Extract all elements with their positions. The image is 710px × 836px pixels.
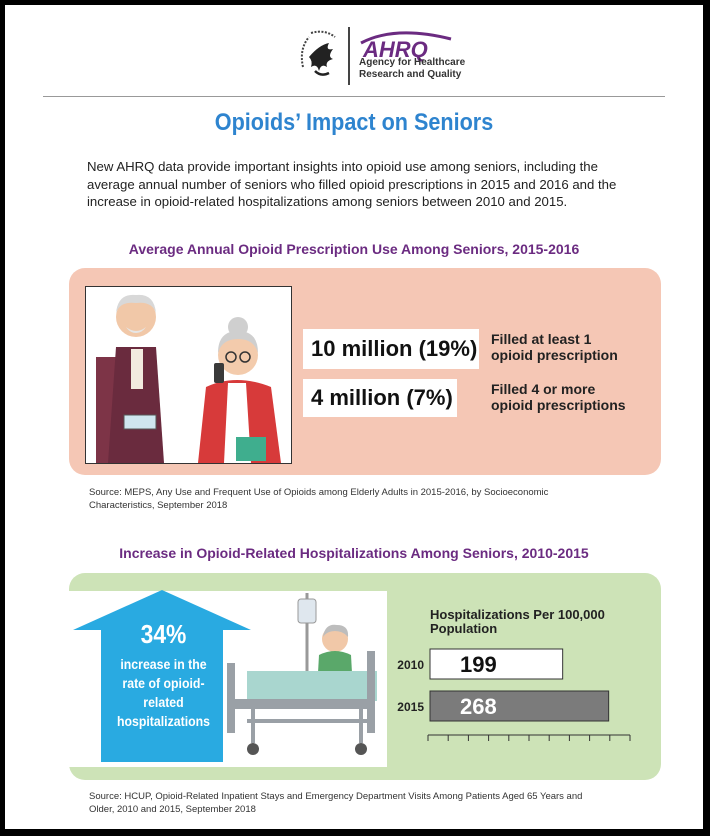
category-label-2015: 2015 bbox=[397, 700, 424, 714]
header-divider bbox=[43, 96, 665, 97]
infographic-page bbox=[5, 5, 703, 829]
stat-label-2: Filled 4 or more opioid prescriptions bbox=[491, 381, 626, 413]
intro-paragraph: New AHRQ data provide important insights into opioid use among seniors, including the average annual number of seniors who filled opioid prescriptions in 2015 and 2016 and the increase in opioid-related hospitalizations among seniors between 2010 and 2015. bbox=[87, 159, 617, 209]
hospitalizations-bar-chart bbox=[390, 605, 650, 765]
data-label-2010: 199 bbox=[460, 652, 497, 677]
category-label-2010: 2010 bbox=[397, 658, 424, 672]
stat-value-1: 10 million (19%) bbox=[303, 329, 479, 369]
increase-percent: 34% bbox=[140, 619, 187, 649]
data-label-2015: 268 bbox=[460, 694, 497, 719]
logo-divider bbox=[348, 27, 350, 85]
hhs-eagle-seal-icon bbox=[295, 27, 341, 83]
ahrq-logo-text: AHRQ bbox=[363, 37, 428, 62]
bar-2015 bbox=[430, 691, 609, 721]
senior-couple-illustration bbox=[85, 286, 292, 464]
stat-value-2: 4 million (7%) bbox=[303, 379, 457, 417]
section2-source: Source: HCUP, Opioid-Related Inpatient Stays and Emergency Department Visits Among Patients Aged 65 Years and Older, 2010 and 2015, September 2018 bbox=[89, 791, 583, 815]
section1-source: Source: MEPS, Any Use and Frequent Use of Opioids among Elderly Adults in 2015-2016, by Socioeconomic Characteristics, September 2018 bbox=[89, 487, 549, 511]
agency-name-line2: Research and Quality bbox=[359, 69, 462, 80]
section2-title: Increase in Opioid-Related Hospitalizations Among Seniors, 2010-2015 bbox=[119, 545, 589, 561]
agency-name-line1: Agency for Healthcare bbox=[359, 57, 466, 68]
section1-title: Average Annual Opioid Prescription Use Among Seniors, 2015-2016 bbox=[128, 241, 580, 257]
chart-title: Hospitalizations Per 100,000 Population bbox=[430, 607, 605, 636]
stat-label-1: Filled at least 1 opioid prescription bbox=[491, 331, 618, 363]
increase-description: increase in the rate of opioid- related hospitalizations bbox=[116, 656, 211, 729]
page-title: Opioids’ Impact on Seniors bbox=[214, 109, 494, 136]
